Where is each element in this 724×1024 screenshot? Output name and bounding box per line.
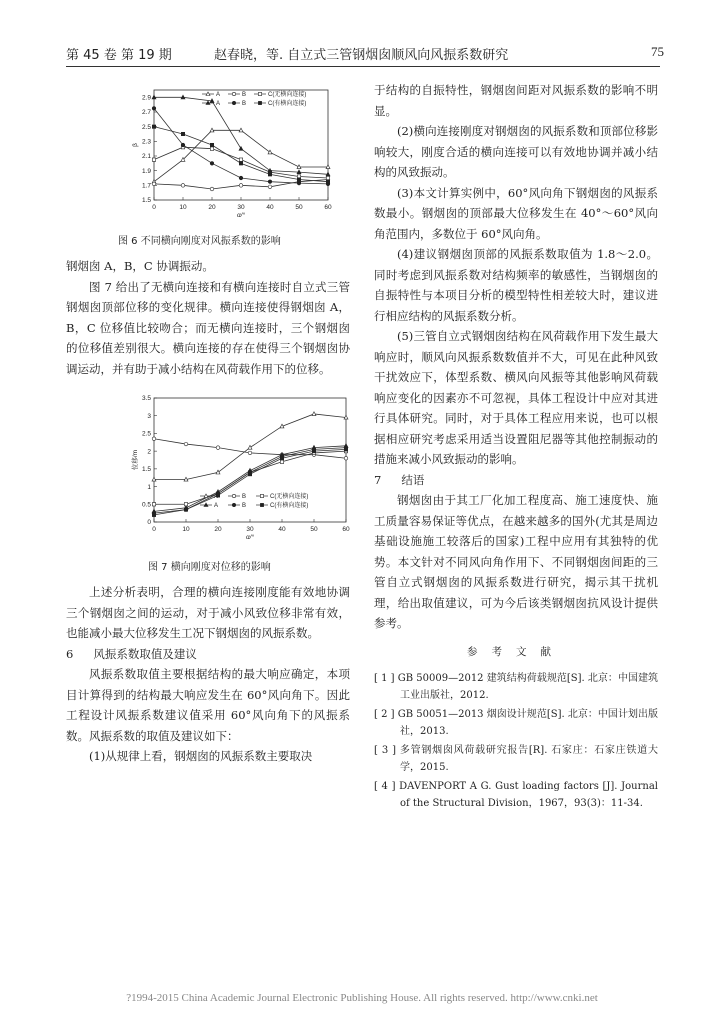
legend-label: B bbox=[242, 503, 247, 510]
x-tick-label: 50 bbox=[310, 526, 318, 533]
paragraph: (3)本文计算实例中，60°风向角下钢烟囱的风振系数最小。钢烟囱的顶部最大位移发生在 40°～60°风向角范围内，多数位于 60°风向角。 bbox=[374, 185, 658, 241]
section-title: 结语 bbox=[401, 472, 425, 487]
x-tick-label: 40 bbox=[266, 204, 274, 211]
data-point bbox=[268, 173, 271, 176]
y-tick-label: 2.1 bbox=[141, 153, 151, 161]
legend-marker bbox=[232, 101, 235, 104]
reference-item: [ 1 ] GB 50009—2012 建筑结构荷载规范[S]. 北京：中国建筑工业出版社，2012. bbox=[374, 673, 658, 701]
data-point bbox=[268, 150, 272, 154]
data-point bbox=[326, 180, 329, 183]
legend-label: A bbox=[216, 92, 221, 99]
x-tick-label: 20 bbox=[214, 526, 222, 533]
legend-marker bbox=[260, 503, 263, 506]
legend-label: C(无横向连接) bbox=[268, 92, 307, 99]
data-point bbox=[248, 472, 251, 475]
reference-item: [ 2 ] GB 50051—2013 烟囱设计规范[S]. 北京：中国计划出版社，2013. bbox=[374, 709, 658, 737]
figure-6-chart bbox=[82, 80, 358, 222]
y-tick-label: 1.9 bbox=[141, 167, 151, 175]
data-point bbox=[248, 445, 252, 449]
y-tick-label: 2.5 bbox=[141, 123, 151, 131]
x-tick-label: 20 bbox=[208, 204, 216, 211]
data-point bbox=[239, 162, 242, 165]
legend-label: B bbox=[242, 92, 247, 99]
data-point bbox=[152, 107, 156, 111]
paragraph: (5)三管自立式钢烟囱结构在风荷载作用下发生最大响应时，顺风向风振系数数值并不大，可见在此种风致干扰效应下，体型系数、横风向风振等其他影响风荷载响应变化的因素亦不可忽视，具体工程设计中应对其进行具体研究。同时，对于具体工程应用来说，也可以根据相应研究考虑采用适当设置阻尼器等其他控制振动的措施来减小风致振动的影响。 bbox=[374, 329, 658, 466]
paragraph: 图 7 给出了无横向连接和有横向连接时自立式三管钢烟囱顶部位移的变化规律。横向连接使得钢烟囱 A，B，C 位移值比较吻合；而无横向连接时，三个钢烟囱的位移值差别很大。横向连接的存在使得三个钢烟囱协调运动，并有助于减小结构在风荷载作用下的位移。 bbox=[66, 279, 350, 376]
legend-label: C(有横向连接) bbox=[270, 503, 309, 510]
series-line bbox=[154, 451, 346, 504]
data-point bbox=[239, 158, 242, 161]
data-point bbox=[184, 442, 188, 446]
data-point bbox=[268, 185, 272, 189]
x-tick-label: 30 bbox=[246, 526, 254, 533]
legend-marker bbox=[232, 503, 235, 506]
legend-marker bbox=[258, 101, 261, 104]
data-point bbox=[312, 412, 316, 416]
legend-label: A bbox=[214, 494, 219, 501]
section-number: 6 bbox=[66, 646, 74, 661]
x-tick-label: 60 bbox=[324, 204, 332, 211]
paragraph: 上述分析表明，合理的横向连接刚度能有效地协调三个钢烟囱之间的运动，对于减小风致位移非常有效，也能减小最大位移发生工况下钢烟囱的风振系数。 bbox=[66, 585, 350, 640]
section-6-heading bbox=[66, 644, 350, 665]
paragraph: (1)从规律上看，钢烟囱的风振系数主要取决 bbox=[89, 749, 313, 763]
right-column bbox=[374, 80, 658, 814]
running-header bbox=[66, 44, 664, 64]
series-line bbox=[154, 130, 328, 181]
legend-label: C(无横向连接) bbox=[270, 494, 309, 501]
data-point bbox=[280, 460, 283, 463]
legend-label: B bbox=[242, 101, 247, 108]
x-tick-label: 30 bbox=[237, 204, 245, 211]
data-point bbox=[239, 176, 243, 180]
figure-7-chart bbox=[82, 392, 358, 544]
data-point bbox=[152, 503, 155, 506]
figure-6-caption: 图 6 不同横向刚度对风振系数的影响 bbox=[118, 236, 281, 247]
legend-label: A bbox=[216, 101, 221, 108]
data-point bbox=[152, 513, 155, 516]
y-axis-label: β bbox=[132, 143, 139, 147]
legend-marker bbox=[260, 494, 263, 497]
legend-label: C(有横向连接) bbox=[268, 101, 307, 108]
data-point bbox=[152, 437, 156, 441]
data-point bbox=[210, 162, 214, 166]
data-point bbox=[152, 182, 156, 186]
y-tick-label: 2 bbox=[147, 448, 151, 456]
y-tick-label: 1.7 bbox=[141, 182, 151, 190]
data-point bbox=[152, 125, 155, 128]
header-rule bbox=[66, 66, 660, 67]
data-point bbox=[239, 184, 243, 188]
copyright-footer: ?1994-2015 China Academic Journal Electronic Publishing House. All rights reserved. http://www.cnki.net bbox=[126, 992, 598, 1004]
page-number: 75 bbox=[651, 44, 664, 59]
x-tick-label: 60 bbox=[342, 526, 350, 533]
reference-item: [ 3 ] 多管钢烟囱风荷载研究报告[R]. 石家庄：石家庄铁道大学，2015. bbox=[374, 745, 658, 773]
paragraph: (4)建议钢烟囱顶部的风振系数取值为 1.8～2.0。同时考虑到风振系数对结构频率的敏感性，当钢烟囱的自振特性与本项目分析的模型特性相差较大时，建议进行相应结构的风振系数分析。 bbox=[374, 247, 658, 323]
y-tick-label: 2.5 bbox=[141, 430, 151, 438]
data-point bbox=[181, 184, 185, 188]
x-tick-label: 0 bbox=[152, 204, 156, 211]
series-line bbox=[154, 449, 346, 515]
journal-issue: 第 45 卷 第 19 期 bbox=[66, 48, 172, 63]
section-number: 7 bbox=[374, 472, 382, 487]
legend-label: B bbox=[242, 494, 247, 501]
references-heading: 参考文献 bbox=[467, 645, 565, 658]
series-line bbox=[154, 127, 328, 182]
data-point bbox=[312, 449, 315, 452]
data-point bbox=[248, 451, 252, 455]
y-tick-label: 2.9 bbox=[141, 94, 151, 102]
section-title: 风振系数取值及建议 bbox=[93, 646, 197, 661]
data-point bbox=[210, 187, 214, 191]
series-line bbox=[154, 446, 346, 512]
left-column-bottom bbox=[66, 582, 350, 767]
data-point bbox=[297, 181, 301, 185]
data-point bbox=[184, 508, 187, 511]
x-tick-label: 10 bbox=[179, 204, 187, 211]
legend-marker bbox=[232, 494, 235, 497]
paragraph: 钢烟囱 A，B，C 协调振动。 bbox=[66, 259, 214, 273]
section-7-heading bbox=[374, 470, 658, 491]
data-point bbox=[326, 176, 329, 179]
x-tick-label: 50 bbox=[295, 204, 303, 211]
y-tick-label: 3.5 bbox=[141, 395, 151, 403]
left-column-top bbox=[66, 256, 350, 379]
y-tick-label: 3 bbox=[147, 412, 151, 420]
x-axis-label: α/° bbox=[236, 212, 246, 219]
x-axis-label: α/° bbox=[245, 534, 255, 541]
data-point bbox=[344, 456, 348, 460]
data-point bbox=[268, 180, 272, 184]
x-tick-label: 40 bbox=[278, 526, 286, 533]
series-line bbox=[154, 448, 346, 514]
data-point bbox=[344, 448, 347, 451]
data-point bbox=[152, 158, 155, 161]
figure-7-caption: 图 7 横向刚度对位移的影响 bbox=[148, 562, 271, 573]
y-axis-label: 位移/m bbox=[132, 449, 139, 471]
plot-frame bbox=[154, 398, 346, 522]
x-tick-label: 10 bbox=[182, 526, 190, 533]
y-tick-label: 2.7 bbox=[141, 109, 151, 117]
data-point bbox=[210, 143, 213, 146]
data-point bbox=[210, 147, 213, 150]
y-tick-label: 1.5 bbox=[141, 197, 151, 205]
data-point bbox=[216, 470, 220, 474]
paragraph: 风振系数取值主要根据结构的最大响应确定，本项目计算得到的结构最大响应发生在 60°风向角下。因此工程设计风振系数建议值采用 60°风向角下的风振系数。风振系数的取值及建议如下： bbox=[66, 667, 350, 743]
legend-label: A bbox=[214, 503, 219, 510]
y-tick-label: 0.5 bbox=[141, 501, 151, 509]
legend-marker bbox=[232, 92, 235, 95]
y-tick-label: 2.3 bbox=[141, 138, 151, 146]
paragraph: 钢烟囱由于其工厂化加工程度高、施工速度快、施工质量容易保证等优点，在越来越多的国外(尤其是周边基础设施施工较落后的国家)工程中应用有其独特的优势。本文针对不同风向角作用下、不同钢烟囱间距的三管自立式钢烟囱的风振系数进行研究，揭示其干扰机理，给出取值建议，可为今后该类钢烟囱抗风设计提供参考。 bbox=[374, 493, 658, 630]
data-point bbox=[297, 178, 300, 181]
y-tick-label: 1 bbox=[147, 483, 151, 491]
data-point bbox=[280, 457, 283, 460]
x-tick-label: 0 bbox=[152, 526, 156, 533]
data-point bbox=[181, 132, 184, 135]
y-tick-label: 1.5 bbox=[141, 466, 151, 474]
article-title: 赵春晓，等. 自立式三管钢烟囱顺风向风振系数研究 bbox=[214, 48, 509, 63]
y-tick-label: 0 bbox=[147, 519, 151, 527]
data-point bbox=[181, 143, 185, 147]
paragraph: (2)横向连接刚度对钢烟囱的风振系数和顶部位移影响较大，刚度合适的横向连接可以有效地协调并减小结构的风致振动。 bbox=[374, 124, 658, 179]
paragraph: 于结构的自振特性，钢烟囱间距对风振系数的影响不明显。 bbox=[374, 83, 658, 118]
reference-item: [ 4 ] DAVENPORT A G. Gust loading factors [J]. Journal of the Structural Division，1967，93(3)：11-34. bbox=[374, 781, 658, 809]
legend-marker bbox=[258, 92, 261, 95]
data-point bbox=[216, 446, 220, 450]
